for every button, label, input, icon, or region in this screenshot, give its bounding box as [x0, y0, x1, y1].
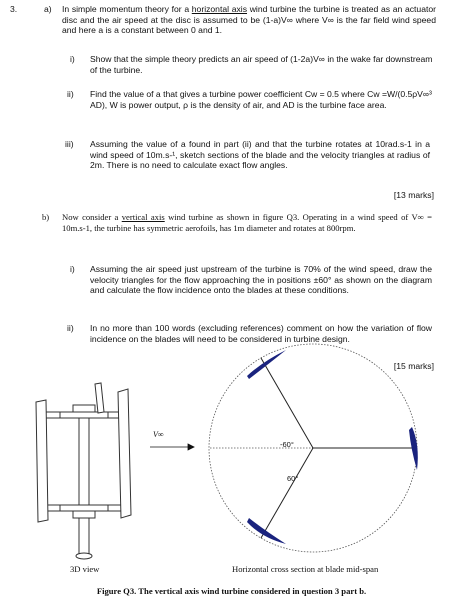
label-3d-view: 3D view: [70, 564, 100, 574]
radius-to-top-blade: [261, 358, 313, 448]
part-a-intro-link: horizontal axis: [191, 4, 248, 14]
part-a-item-iii-label: iii): [65, 139, 74, 149]
wind-speed-label: V∞: [153, 430, 164, 439]
part-b-intro-link: vertical axis: [121, 212, 165, 222]
blade-section-top: [247, 350, 286, 379]
part-a-item-iii-text: Assuming the value of a found in part (ii) and that the turbine rotates at 10rad.s-1 in a wind speed of 10m.s-¹, sketch sections of the blade and the velocity triangles at radius of 2m. There is no need to calculate exact flow angles.: [90, 139, 430, 171]
blade-section-bottom: [247, 518, 286, 544]
question-number: 3.: [10, 4, 18, 14]
angle-label-bottom: 60°: [287, 474, 299, 483]
figure-caption: Figure Q3. The vertical axis wind turbine considered in question 3 part b.: [96, 586, 367, 596]
part-a-item-ii-text: Find the value of a that gives a turbine power coefficient Cw = 0.5 where Cw =W/(0.5ρV∞³ AD), W is power output, ρ is the density of air, and AD is the turbine face area.: [90, 89, 432, 110]
radius-to-bottom-blade: [261, 448, 313, 538]
part-a-item-i-label: i): [70, 54, 75, 64]
part-b-intro-post: wind turbine as shown in figure Q3. Operating in a wind speed of V∞ = 10m.s-1, the turbine has symmetric aerofoils, has 1m diameter and rotates at 800rpm.: [62, 212, 432, 233]
part-b-label: b): [42, 212, 50, 222]
part-a-intro-pre: In simple momentum theory for a: [62, 4, 192, 14]
angle-label-top: -60°: [280, 440, 294, 449]
part-b-item-i-label: i): [70, 264, 75, 274]
part-b-intro-pre: Now consider a: [62, 212, 122, 222]
part-b-item-i-text: Assuming the air speed just upstream of the turbine is 70% of the wind speed, draw the velocity triangles for the flow approaching the in positions ±60° as shown on the diagram and calculate the flow incidence onto the blades at these conditions.: [90, 264, 432, 296]
part-a-label: a): [44, 4, 52, 14]
part-a-item-i-text: Show that the simple theory predicts an air speed of (1-2a)V∞ in the wake far downstream of the turbine.: [90, 54, 433, 75]
label-cross-section: Horizontal cross section at blade mid-span: [232, 564, 379, 574]
part-b-item-ii-label: ii): [67, 323, 74, 333]
part-a-intro-post: wind turbine the turbine is treated as an actuator disc and the air speed at the disc is assumed to be (1-a)V∞ where V∞ is the far field wind speed and here a is a constant between 0 and 1.: [62, 4, 436, 36]
part-a-item-ii-label: ii): [67, 89, 74, 99]
part-a-marks: [13 marks]: [393, 190, 434, 200]
part-b-item-ii-text: In no more than 100 words (excluding references) comment on how the variation of flow incidence on the blades will need to be considered in turbine design.: [90, 323, 432, 344]
part-b-marks: [15 marks]: [393, 361, 434, 371]
wind-arrow: [150, 444, 194, 450]
